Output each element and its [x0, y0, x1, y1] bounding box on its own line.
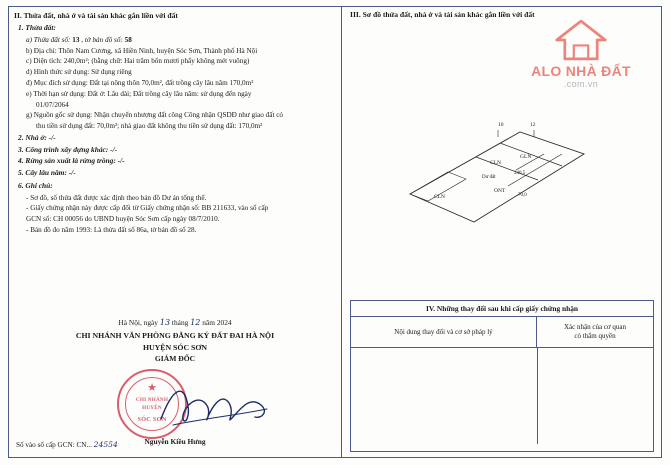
- section-iv-table: [350, 300, 654, 452]
- section-iii-heading: III. Sơ đồ thửa đất, nhà ở và tài sản khác gắn liền với đất: [350, 10, 535, 19]
- item-6-heading: 6. Ghi chú:: [18, 180, 53, 190]
- note-line-3: GCN số: CH 00056 do UBND huyện Sóc Sơn cấp ngày 08/7/2010.: [26, 215, 220, 224]
- parcel-number-label: a) Thửa đất số:: [26, 35, 71, 44]
- parcel-map-svg: [348, 26, 660, 276]
- origin-line: g) Nguồn gốc sử dụng: Nhận chuyển nhượng đất công Công nhận QSDĐ như giao đất có: [26, 111, 284, 120]
- section-iv-col1-header: Nội dung thay đổi và cơ sở pháp lý: [351, 317, 537, 347]
- address-line: b) Địa chỉ: Thôn Nam Cương, xã Hiền Ninh, huyện Sóc Sơn, Thành phố Hà Nội: [26, 46, 258, 55]
- parcel-label-gln: GLN: [520, 154, 532, 160]
- date-day: 13: [159, 318, 171, 327]
- watermark-text: ALO NHÀ ĐẤT: [531, 63, 631, 79]
- date-suffix: năm 2024: [202, 318, 232, 327]
- section-iv-col2-header: [537, 317, 653, 347]
- note-line-1: - Sơ đồ, số thửa đất được xác định theo bản đồ Dư án tổng thể.: [26, 193, 207, 202]
- origin-line-2: thu tiền sử dụng đất: 70,0m²; nhà giao đất không thu tiền sử dụng đất: 170,0m²: [36, 122, 263, 131]
- edge-number-1: 10: [498, 122, 504, 128]
- parcel-label-cln-left: CLN: [434, 194, 445, 200]
- parcel-label-area-240: 240,5: [514, 171, 526, 176]
- col2-line2: có thẩm quyền: [574, 332, 616, 340]
- area-line: c) Diện tích: 240,0m²; (bằng chữ: Hai trăm bốn mươi phẩy không mét vuông): [26, 57, 250, 66]
- use-form-line: d) Hình thức sử dụng: Sử dụng riêng: [26, 68, 132, 77]
- signature-block: [14, 318, 336, 446]
- left-column: [14, 10, 336, 236]
- parcel-label-ont: ONT: [494, 188, 506, 194]
- seal-text-2: HUYỆN: [142, 405, 162, 412]
- date-mid: tháng: [171, 318, 189, 327]
- date-month: 12: [190, 318, 201, 327]
- signer-role: GIÁM ĐỐC: [154, 354, 196, 364]
- issuing-office-line-1: CHI NHÁNH VĂN PHÒNG ĐĂNG KÝ ĐẤT ĐAI HÀ NỘI: [75, 331, 275, 340]
- official-seal-icon: [117, 369, 187, 439]
- use-term-line-2: 01/07/2064: [36, 100, 69, 109]
- parcel-label-cln-top: CLN: [490, 160, 501, 166]
- item-2-house: 2. Nhà ở: -/-: [18, 132, 56, 142]
- parcel-diagram: [348, 26, 660, 276]
- edge-number-2: 12: [530, 122, 536, 128]
- section-iv-header-row: [351, 317, 653, 348]
- map-sheet-value: 58: [124, 35, 132, 44]
- note-line-2: - Giấy chứng nhận này được cấp đối từ Giấy chứng nhận số: BB 211633, vào số cấp: [26, 204, 269, 213]
- item-3-construction: 3. Công trình xây dựng khác: -/-: [18, 144, 118, 154]
- parcel-number-line: [26, 35, 336, 46]
- section-iv-title: IV. Những thay đổi sau khi cấp giấy chứng nhận: [351, 301, 653, 317]
- section-iv-body: [351, 348, 653, 444]
- item-5-perennial: 5. Cây lâu năm: -/-: [18, 168, 76, 178]
- seal-star-icon: ★: [147, 382, 157, 395]
- watermark-subtext: .com.vn: [563, 78, 599, 89]
- book-number-label: Số vào sổ cấp GCN: CN...: [16, 441, 92, 449]
- parcel-number-value: 13: [72, 35, 80, 44]
- item-1-heading: 1. Thửa đất:: [18, 23, 56, 32]
- col2-line1: Xác nhận của cơ quan: [563, 322, 626, 331]
- section-ii-heading: II. Thửa đất, nhà ở và tài sản khác gắn liền với đất: [14, 11, 178, 20]
- book-number-line: [16, 440, 118, 449]
- book-number-value: 24554: [93, 440, 118, 449]
- seal-text-1: CHI NHÁNH: [135, 397, 169, 404]
- plot-outline: [410, 132, 584, 222]
- note-line-4: - Bản đồ đo năm 1993: Là thửa đất số 86a, tờ bản đồ số 28.: [26, 225, 197, 234]
- date-prefix: Hà Nội, ngày: [118, 318, 159, 327]
- use-purpose-line: đ) Mục đích sử dụng: Đất tại nông thôn 70,0m², đất trồng cây lâu năm 170,0m²: [26, 78, 254, 87]
- column-divider: [341, 6, 342, 458]
- stamp-area: [14, 365, 336, 435]
- issuing-office-line-2: HUYỆN SÓC SƠN: [142, 342, 208, 352]
- item-4-forest: 4. Rừng sản xuất là rừng trồng: -/-: [18, 156, 125, 166]
- section-iv-col2-body: [538, 348, 653, 444]
- right-column: [350, 10, 655, 19]
- seal-text-3: SÓC SƠN: [137, 416, 167, 424]
- signature-date-line: [14, 318, 336, 327]
- map-sheet-label: , tờ bản đồ số:: [81, 35, 123, 44]
- parcel-label-area-70: 70,0: [518, 193, 527, 198]
- parcel-label-duadat: Dư đất: [482, 175, 496, 180]
- use-term-line: e) Thời hạn sử dụng: Đất ở: Lâu dài; Đất trồng cây lâu năm: sử dụng đến ngày: [26, 89, 252, 98]
- signer-name: Nguyễn Kiều Hưng: [144, 437, 206, 447]
- section-iv-col1-body: [351, 348, 538, 444]
